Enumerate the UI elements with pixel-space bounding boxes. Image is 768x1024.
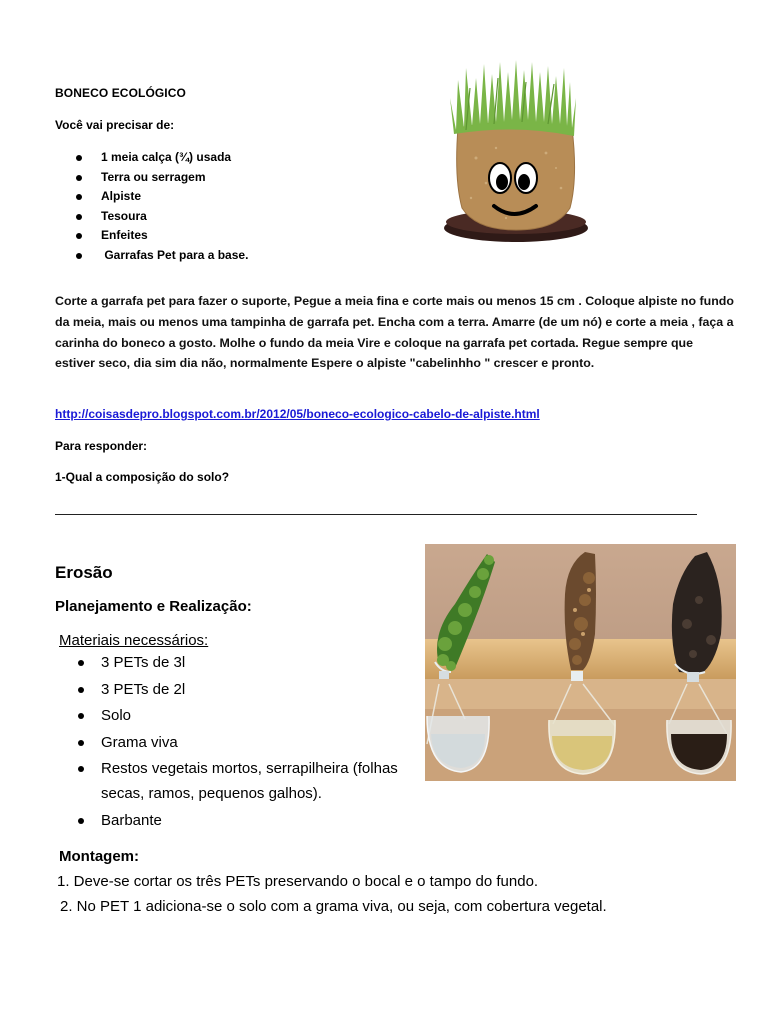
erosion-heading: Erosão [55, 563, 113, 582]
erosion-experiment-photo [425, 544, 736, 781]
bullet-icon [78, 713, 84, 719]
instructions-paragraph: Corte a garrafa pet para fazer o suporte, Pegue a meia fina e corte mais ou menos 15 cm . Coloque alpiste no fundo da meia, mais ou menos uma tampinha de garrafa pet. Encha com a terra. Amarre (de um nó) e corte a meia , faça a carinha do boneco a gosto. Molhe o fundo da meia Vire e coloque na garrafa pet cortada. Regue sempre que estiver seco, dia sim dia não, normalmente Espere o alpiste "cabelinhho " crescer e pronto. [55, 294, 734, 371]
list-item: Enfeites [76, 226, 248, 246]
section-title: BONECO ECOLÓGICO [55, 86, 186, 100]
question-1: 1-Qual a composição do solo? [55, 470, 230, 484]
respond-label: Para responder: [55, 439, 148, 453]
bullet-icon [76, 175, 82, 181]
materials-list [76, 148, 248, 265]
list-item: Barbante [78, 808, 418, 833]
list-item: Alpiste [76, 187, 248, 207]
bullet-icon [78, 740, 84, 746]
bullet-icon [78, 687, 84, 693]
bullet-icon [76, 233, 82, 239]
materials-label: Materiais necessários: [59, 632, 209, 649]
materials-list [78, 650, 418, 834]
list-item: Garrafas Pet para a base. [76, 246, 248, 266]
list-item: Tesoura [76, 207, 248, 227]
list-item: Restos vegetais mortos, serrapilheira (folhas secas, ramos, pequenos galhos). [78, 756, 418, 806]
bullet-icon [78, 766, 84, 772]
source-link[interactable]: http://coisasdepro.blogspot.com.br/2012/05/boneco-ecologico-cabelo-de-alpiste.html [55, 407, 540, 421]
assembly-step-2: 2. No PET 1 adiciona-se o solo com a grama viva, ou seja, com cobertura vegetal. [60, 898, 607, 915]
materials-label: Você vai precisar de: [55, 118, 175, 132]
bullet-icon [76, 214, 82, 220]
list-item: Solo [78, 703, 418, 728]
list-item: 3 PETs de 2l [78, 677, 418, 702]
bullet-icon [76, 155, 82, 161]
chia-head-doll-image [436, 58, 596, 258]
list-item: Terra ou serragem [76, 168, 248, 188]
list-item: 1 meia calça (¾) usada [76, 148, 248, 168]
answer-line [55, 514, 697, 515]
bullet-icon [76, 253, 82, 259]
bullet-icon [76, 194, 82, 200]
assembly-step-1: 1. Deve-se cortar os três PETs preservando o bocal e o tampo do fundo. [57, 873, 539, 890]
planning-heading: Planejamento e Realização: [55, 598, 252, 615]
list-item: Grama viva [78, 730, 418, 755]
bullet-icon [78, 660, 84, 666]
bullet-icon [78, 818, 84, 824]
assembly-heading: Montagem: [59, 848, 139, 865]
list-item: 3 PETs de 3l [78, 650, 418, 675]
